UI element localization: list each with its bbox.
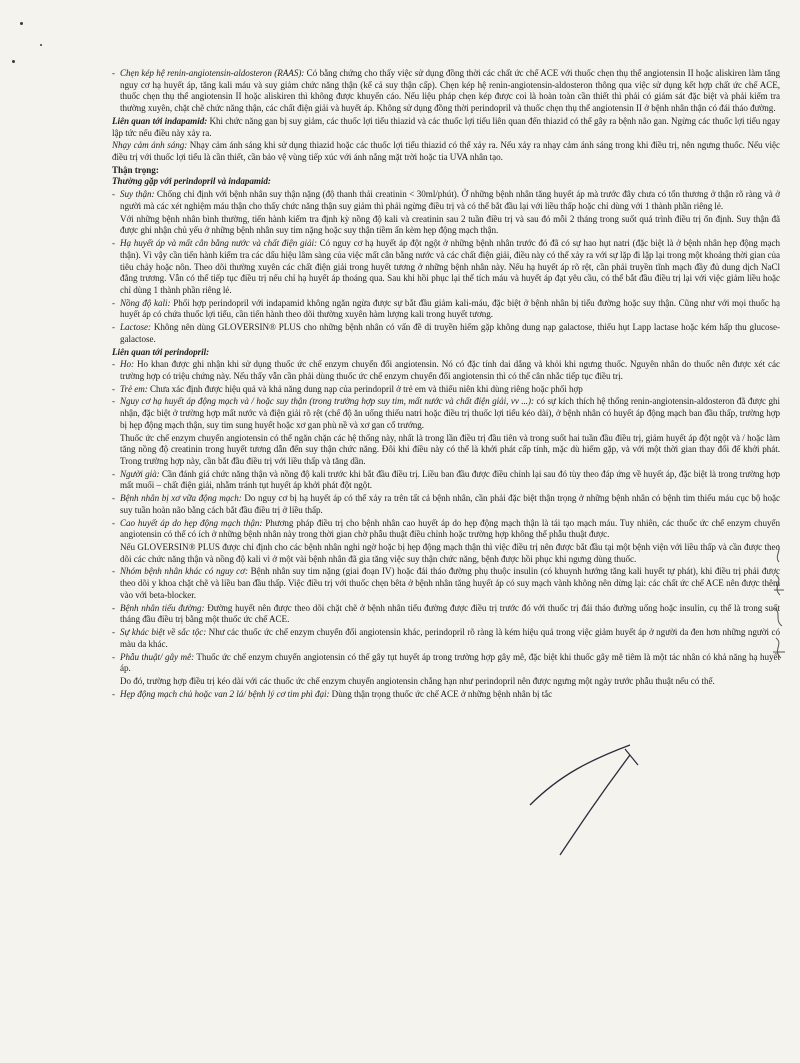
item-text: Bệnh nhân suy tim nặng (giai đoạn IV) hoặc đái tháo đường phụ thuộc insulin (có khuynh hướng tăng kali huyết tự phát), khi điều trị phải được theo dõi y khoa chặt chẽ và liều ban đầu thấp. Việc điều trị với thuốc chẹn bêta ở bệnh nhân tăng huyết áp có suy mạch vành không nên dừng lại: các chất ức chế ACE nên được thêm vào với beta-blocker. (120, 566, 780, 600)
item-text: Thuốc ức chế enzym chuyển angiotensin có thể gây tụt huyết áp trong trường hợp gây mê, đặc biệt khi thuốc gây mê tiêm là một tác nhân có khả năng hạ huyết áp. (120, 651, 780, 674)
list-item: - Ho: Ho khan được ghi nhận khi sử dụng thuốc ức chế enzym chuyển đổi angiotensin. Nó có đặc tính dai dẳng và khỏi khi ngưng thuốc. Nguyên nhân do thuốc nên được xét các trường hợp có triệu chứng này. Nếu thấy vẫn cần phải dùng thuốc ức chế enzym chuyển đổi angiotensin thì có thể cân nhắc tiếp tục điều trị. (112, 359, 780, 381)
item-lead: Trẻ em: (120, 383, 148, 394)
item-lead: Hạ huyết áp và mất cân bằng nước và chất điện giải: (120, 238, 317, 249)
item-text: Như các thuốc ức chế enzym chuyển đổi angiotensin khác, perindopril rõ ràng là kém hiệu quả trong việc giảm huyết áp ở người da đen hơn những người có màu da khác. (120, 627, 780, 649)
item-lead: Sự khác biệt về sắc tộc: (120, 627, 207, 638)
common-heading: Thường gặp với perindopril và indapamid: (112, 176, 271, 187)
item-text: Dùng thận trọng thuốc ức chế ACE ở những bệnh nhân bị tắc (329, 688, 553, 699)
scan-speck (40, 44, 42, 46)
photosensitivity-paragraph (112, 140, 780, 163)
list-item: - Trẻ em: Chưa xác định được hiệu quả và khả năng dung nạp của perindopril ở trẻ em và thiếu niên khi dùng riêng hoặc phối hợp (112, 383, 583, 394)
item-lead: Bệnh nhân tiểu đường: (120, 602, 205, 613)
list-item: - Phẫu thuật/ gây mê: Thuốc ức chế enzym chuyển angiotensin có thể gây tụt huyết áp trong trường hợp gây mê, đặc biệt khi thuốc gây mê tiêm là một tác nhân có khả năng hạ huyết áp. (112, 651, 780, 674)
item-continuation: Với những bệnh nhân bình thường, tiến hành kiểm tra định kỳ nồng độ kali và creatinin sau 2 tuần điều trị và sau đó mỗi 2 tháng trong suốt quá trình điều trị ổn định. Suy thận đã được ghi nhận chủ yếu ở những bệnh nhân suy tim nặng hoặc suy thận tiềm ẩn kèm hẹp động mạch thận. (120, 213, 780, 236)
list-item: - Chẹn kép hệ renin-angiotensin-aldosteron (RAAS): Có bằng chứng cho thấy việc sử dụng đồng thời các chất ức chế ACE với thuốc chẹn thụ thể angiotensin II hoặc aliskiren làm tăng nguy cơ hạ huyết áp, tăng kali máu và suy giảm chức năng thận (kể cả suy thận cấp). Chẹn kép hệ renin-angiotensin-aldosteron thông qua việc sử dụng kết hợp chất ức chế ACE, thuốc chẹn thụ thể angiotensin II hoặc aliskiren thì không được khuyến cáo. Nếu liệu pháp chẹn kép được coi là hoàn toàn cần thiết thì phải có giám sát đặc biệt và phải kiểm tra thường xuyên, chặt chẽ chức năng thận, các chất điện giải và huyết áp. Không sử dụng đồng thời perindopril và thuốc chẹn thụ thể angiotensin II ở bệnh nhân thận có đái tháo đường. (112, 68, 780, 114)
list-item: - Nhóm bệnh nhân khác có nguy cơ: Bệnh nhân suy tim nặng (giai đoạn IV) hoặc đái tháo đường phụ thuộc insulin (có khuynh hướng tăng kali huyết tự phát), khi điều trị phải được theo dõi y khoa chặt chẽ và liều ban đầu thấp. Việc điều trị với thuốc chẹn bêta ở bệnh nhân tăng huyết áp có suy mạch vành không nên dừng lại: các chất ức chế ACE nên được thêm vào với beta-blocker. (112, 566, 780, 600)
list-item: - Người già: Cần đánh giá chức năng thận và nồng độ kali trước khi bắt đầu điều trị. Liều ban đầu được điều chỉnh lại sau đó tùy theo đáp ứng về huyết áp, đặc biệt là trong trường hợp mất muối – chất điện giải, nhằm tránh tụt huyết áp khởi phát đột ngột. (112, 468, 780, 491)
item-text: Phối hợp perindopril với indapamid không ngăn ngừa được sự bắt đầu giảm kali-máu, đặc biệt ở bệnh nhân bị tiểu đường hoặc suy thận. Cũng như với mọi thuốc hạ huyết áp có chứa thuốc lợi tiểu, cần tiến hành theo dõi thường xuyên hàm lượng kali trong huyết tương. (120, 297, 780, 320)
indapamide-paragraph (112, 116, 780, 139)
section-lead: Liên quan tới indapamid: (112, 115, 208, 126)
list-item: - Nguy cơ hạ huyết áp động mạch và / hoặc suy thận (trong trường hợp suy tim, mất nước và chất điện giải, vv ...): có sự kích thích hệ thống renin-angiotensin-aldosteron đã được ghi nhận, đặc biệt ở trường hợp mất nước và điện giải rõ rệt (chế độ ăn uống thiếu natri hoặc điều trị thuốc lợi tiểu kéo dài), ở bệnh nhân có huyết áp động mạch ban đầu thấp, trường hợp bị hẹp động mạch thận, suy tim sung huyết hoặc xơ gan phù nề và xơ gan cổ trướng. (112, 396, 780, 430)
item-text: Ho khan được ghi nhận khi sử dụng thuốc ức chế enzym chuyển đổi angiotensin. Nó có đặc tính dai dẳng và khỏi khi ngưng thuốc. Nguyên nhân do thuốc nên được xét các trường hợp có triệu chứng này. Nếu thấy vẫn cần phải dùng thuốc ức chế enzym chuyển đổi angiotensin thì có thể cân nhắc tiếp tục điều trị. (120, 359, 780, 381)
item-lead: Nhóm bệnh nhân khác có nguy cơ: (120, 566, 248, 577)
item-text: Có nguy cơ hạ huyết áp đột ngột ở những bệnh nhân trước đó đã có sự hao hụt natri (đặc biệt là ở bệnh nhân hẹp động mạch thận). Vì vậy cần tiến hành kiểm tra các dấu hiệu lâm sàng của việc mất cân bằng nước và các chất điện giải, điều này có thể xảy ra với sự lặp đi lặp lại trong một khoảng thời gian của tiêu chảy hoặc nôn. Theo dõi thường xuyên các chất điện giải trong huyết tương ở những bệnh nhân này. Nếu hạ huyết áp rõ rệt, cần phải truyền tĩnh mạch đầy đủ dung dịch NaCl đẳng trương. Vẫn có thể tiếp tục điều trị nếu chỉ hạ huyết áp thoáng qua. Sau khi hồi phục lại thể tích máu và huyết áp đạt yêu cầu, có thể bắt đầu điều trị lại với việc giảm liều hoặc chỉ dùng 1 thành phần riêng lẻ. (120, 238, 780, 295)
section-text: Khi chức năng gan bị suy giảm, các thuốc lợi tiểu thiazid và các thuốc lợi tiểu liên quan đến thiazid có thể gây ra bệnh não gan. Ngừng các thuốc lợi tiểu ngay lập tức nếu điều này xảy ra. (112, 115, 780, 138)
document-page (112, 68, 780, 1058)
item-text: Phương pháp điều trị cho bệnh nhân cao huyết áp do hẹp động mạch thận là tái tạo mạch máu. Tuy nhiên, các thuốc ức chế enzym chuyển angiotensin có thể có ích ở những bệnh nhân này trong thời gian chờ phẫu thuật điều chỉnh hoặc trường hợp không thể phẫu thuật được. (120, 517, 780, 540)
item-lead: Phẫu thuật/ gây mê: (120, 651, 195, 662)
list-item: - Suy thận: Chống chỉ định với bệnh nhân suy thận nặng (độ thanh thải creatinin < 30ml/phút). Ở những bệnh nhân tăng huyết áp mà trước đây chưa có tổn thương ở thận rõ ràng và ở người mà các xét nghiệm máu thận cho thấy chức năng thận suy giảm thì phải ngừng điều trị và có thể bắt đầu lại với liều thấp hoặc chỉ dùng với 1 thành phần riêng lẻ. (112, 189, 780, 211)
item-lead: Chẹn kép hệ renin-angiotensin-aldosteron (RAAS): (120, 68, 305, 78)
item-text: Do nguy cơ bị hạ huyết áp có thể xảy ra trên tất cả bệnh nhân, cần phải đặc biệt thận trọng ở những bệnh nhân có bệnh tim thiếu máu cục bộ hoặc suy tuần hoàn não bằng cách bắt đầu điều trị ở liều thấp. (120, 493, 780, 515)
list-item: - Hẹp động mạch chủ hoặc van 2 lá/ bệnh lý cơ tim phì đại: Dùng thận trọng thuốc ức chế ACE ở những bệnh nhân bị tắc (112, 688, 553, 699)
list-item: - Hạ huyết áp và mất cân bằng nước và chất điện giải: Có nguy cơ hạ huyết áp đột ngột ở những bệnh nhân trước đó đã có sự hao hụt natri (đặc biệt là ở bệnh nhân hẹp động mạch thận). Vì vậy cần tiến hành kiểm tra các dấu hiệu lâm sàng của việc mất cân bằng nước và các chất điện giải, điều này có thể xảy ra với sự lặp đi lặp lại trong một khoảng thời gian của tiêu chảy hoặc nôn. Theo dõi thường xuyên các chất điện giải trong huyết tương ở những bệnh nhân này. Nếu hạ huyết áp rõ rệt, cần phải truyền tĩnh mạch đầy đủ dung dịch NaCl đẳng trương. Vẫn có thể tiếp tục điều trị nếu chỉ hạ huyết áp thoáng qua. Sau khi hồi phục lại thể tích máu và huyết áp đạt yêu cầu, có thể bắt đầu điều trị lại với việc giảm liều hoặc chỉ dùng 1 thành phần riêng lẻ. (112, 238, 780, 295)
precautions-heading: Thận trọng: (112, 164, 159, 175)
item-lead: Suy thận: (120, 189, 155, 200)
item-continuation: Nếu GLOVERSIN® PLUS được chỉ định cho các bệnh nhân nghi ngờ hoặc bị hẹp động mạch thận thì việc điều trị nên được bắt đầu tại một bệnh viện với liều thấp và cần được theo dõi các chức năng thận và nồng độ kali vì ở một vài bệnh nhân đã gia tăng việc suy thận chức năng, bệnh được hồi phục khi ngưng dùng thuốc. (120, 542, 780, 564)
item-lead: Ho: (120, 359, 135, 370)
item-text: Chống chỉ định với bệnh nhân suy thận nặng (độ thanh thải creatinin < 30ml/phút). Ở những bệnh nhân tăng huyết áp mà trước đây chưa có tổn thương ở thận rõ ràng và ở người mà các xét nghiệm máu thận cho thấy chức năng thận suy giảm thì phải ngừng điều trị và có thể bắt đầu lại với liều thấp hoặc chỉ dùng với 1 thành phần riêng lẻ. (120, 189, 780, 211)
item-text: có sự kích thích hệ thống renin-angiotensin-aldosteron đã được ghi nhận, đặc biệt ở trường hợp mất nước và điện giải rõ rệt (chế độ ăn uống thiếu natri hoặc điều trị thuốc lợi tiểu kéo dài), ở bệnh nhân có huyết áp động mạch ban đầu thấp, trường hợp bị hẹp động mạch thận, suy tim sung huyết hoặc xơ gan phù nề và xơ gan cổ trướng. (120, 396, 780, 430)
item-lead: Bệnh nhân bị xơ vữa động mạch: (120, 493, 242, 504)
scan-speck (20, 22, 23, 25)
list-item: - Bệnh nhân bị xơ vữa động mạch: Do nguy cơ bị hạ huyết áp có thể xảy ra trên tất cả bệnh nhân, cần phải đặc biệt thận trọng ở những bệnh nhân có bệnh tim thiếu máu cục bộ hoặc suy tuần hoàn não bằng cách bắt đầu điều trị ở liều thấp. (112, 493, 780, 515)
scan-speck (12, 60, 15, 63)
section-lead: Nhạy cảm ánh sáng: (112, 140, 188, 151)
item-lead: Cao huyết áp do hẹp động mạch thận: (120, 517, 263, 528)
list-item: - Cao huyết áp do hẹp động mạch thận: Phương pháp điều trị cho bệnh nhân cao huyết áp do hẹp động mạch thận là tái tạo mạch máu. Tuy nhiên, các thuốc ức chế enzym chuyển angiotensin có thể có ích ở những bệnh nhân này trong thời gian chờ phẫu thuật điều chỉnh hoặc trường hợp không thể phẫu thuật được. (112, 517, 780, 540)
list-item: - Sự khác biệt về sắc tộc: Như các thuốc ức chế enzym chuyển đổi angiotensin khác, perindopril rõ ràng là kém hiệu quả trong việc giảm huyết áp ở người da đen hơn những người có màu da khác. (112, 627, 780, 649)
item-lead: Người già: (120, 468, 160, 479)
item-lead: Nồng độ kali: (120, 297, 171, 308)
item-text: Chưa xác định được hiệu quả và khả năng dung nạp của perindopril ở trẻ em và thiếu niên khi dùng riêng hoặc phối hợp (147, 383, 583, 394)
list-item: - Nồng độ kali: Phối hợp perindopril với indapamid không ngăn ngừa được sự bắt đầu giảm kali-máu, đặc biệt ở bệnh nhân bị tiểu đường hoặc suy thận. Cũng như với mọi thuốc hạ huyết áp có chứa thuốc lợi tiểu, cần tiến hành theo dõi thường xuyên hàm lượng kali trong huyết tương. (112, 297, 780, 320)
item-lead: Lactose: (120, 322, 151, 333)
list-item: - Lactose: Không nên dùng GLOVERSIN® PLUS cho những bệnh nhân có vấn đề di truyền hiếm gặp không dung nạp galactose, thiếu hụt Lapp lactase hoặc kém hấp thu glucose-galactose. (112, 322, 780, 344)
item-text: Cần đánh giá chức năng thận và nồng độ kali trước khi bắt đầu điều trị. Liều ban đầu được điều chỉnh lại sau đó tùy theo đáp ứng về huyết áp, đặc biệt là trong trường hợp mất muối – chất điện giải, nhằm tránh tụt huyết áp khởi phát đột ngột. (120, 468, 780, 491)
list-item: - Bệnh nhân tiểu đường: Đường huyết nên được theo dõi chặt chẽ ở bệnh nhân tiểu đường được điều trị trước đó với thuốc trị đái tháo đường uống hoặc insulin, cụ thể là trong suốt tháng đầu điều trị bằng một thuốc ức chế ACE. (112, 602, 780, 625)
item-continuation: Thuốc ức chế enzym chuyển angiotensin có thể ngăn chặn các hệ thống này, nhất là trong lần điều trị đầu tiên và trong suốt hai tuần đầu điều trị, giảm huyết áp đột ngột và / hoặc làm tăng nồng độ creatinin trong huyết tương dẫn đến suy thận chức năng. Đôi khi điều này có thể là khởi phát cấp tính, mặc dù hiếm gặp, và với một thời gian thay đổi để khởi phát. Trong trường hợp này, cần bắt đầu điều trị với liều thấp và tăng dần. (120, 432, 780, 466)
item-lead: Hẹp động mạch chủ hoặc van 2 lá/ bệnh lý cơ tim phì đại: (120, 688, 330, 699)
handwritten-check-mark (520, 735, 680, 865)
item-lead: Nguy cơ hạ huyết áp động mạch và / hoặc suy thận (trong trường hợp suy tim, mất nước và chất điện giải, vv ...): (120, 396, 535, 407)
item-text: Không nên dùng GLOVERSIN® PLUS cho những bệnh nhân có vấn đề di truyền hiếm gặp không dung nạp galactose, thiếu hụt Lapp lactase hoặc kém hấp thu glucose-galactose. (120, 322, 780, 344)
margin-handwriting (764, 540, 792, 670)
item-continuation: Do đó, trường hợp điều trị kéo dài với các thuốc ức chế enzym chuyển angiotensin chẳng hạn như perindopril nên được ngưng một ngày trước phẫu thuật nếu có thể. (120, 675, 715, 686)
item-text: Có bằng chứng cho thấy việc sử dụng đồng thời các chất ức chế ACE với thuốc chẹn thụ thể angiotensin II hoặc aliskiren làm tăng nguy cơ hạ huyết áp, tăng kali máu và suy giảm chức năng thận (kể cả suy thận cấp). Chẹn kép hệ renin-angiotensin-aldosteron thông qua việc sử dụng kết hợp chất ức chế ACE, thuốc chẹn thụ thể angiotensin II hoặc aliskiren thì không được khuyến cáo. Nếu liệu pháp chẹn kép được coi là hoàn toàn cần thiết thì phải có giám sát đặc biệt và phải kiểm tra thường xuyên, chặt chẽ chức năng thận, các chất điện giải và huyết áp. Không sử dụng đồng thời perindopril và thuốc chẹn thụ thể angiotensin II ở bệnh nhân thận có đái tháo đường. (120, 68, 780, 114)
perindopril-heading: Liên quan tới perindopril: (112, 346, 210, 357)
item-text: Đường huyết nên được theo dõi chặt chẽ ở bệnh nhân tiểu đường được điều trị trước đó với thuốc trị đái tháo đường uống hoặc insulin, cụ thể là trong suốt tháng đầu điều trị bằng một thuốc ức chế ACE. (120, 602, 780, 625)
section-text: Nhạy cảm ánh sáng khi sử dụng thiazid hoặc các thuốc lợi tiểu thiazid có thể xảy ra. Nếu xảy ra nhạy cảm ánh sáng trong khi điều trị, nên ngưng thuốc. Nếu việc điều trị với thuốc lợi tiểu là cần thiết, cần bảo vệ vùng tiếp xúc với ánh nắng mặt trời hoặc tia UVA nhân tạo. (112, 140, 780, 163)
